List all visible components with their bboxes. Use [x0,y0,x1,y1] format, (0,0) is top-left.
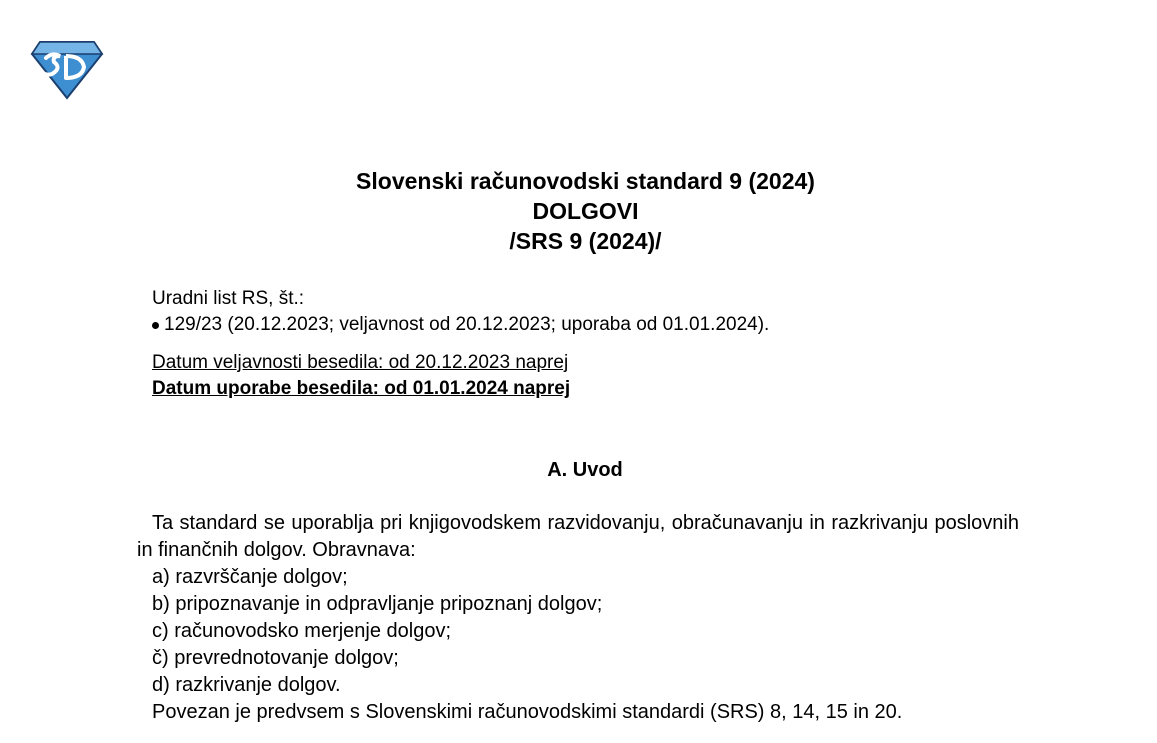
validity-date: Datum veljavnosti besedila: od 20.12.2023 naprej [152,352,569,373]
intro-paragraph: Ta standard se uporablja pri knjigovodskem razvidovanju, obračunavanju in razkrivanju poslovnih in finančnih dolgov. Obravnava: [137,512,1019,561]
related-paragraph: Povezan je predvsem s Slovenskimi računovodskimi standardi (SRS) 8, 14, 15 in 20. [152,701,903,723]
document-title [0,166,1157,256]
title-line-2: DOLGOVI [532,198,639,224]
section-heading: A. Uvod [547,459,623,481]
gazette-entry: 129/23 (20.12.2023; veljavnost od 20.12.2023; uporaba od 01.01.2024). [164,314,770,335]
list-item: d) razkrivanje dolgov. [152,674,341,696]
gazette-entry-item [152,312,769,338]
list-item: č) prevrednotovanje dolgov; [152,647,399,669]
text-dates [152,350,570,402]
list-item: a) razvrščanje dolgov; [152,566,348,588]
list-item: c) računovodsko merjenje dolgov; [152,620,452,642]
title-line-1: Slovenski računovodski standard 9 (2024) [356,168,815,194]
list-item: b) pripoznavanje in odpravljanje pripoznanj dolgov; [152,593,603,615]
sd-diamond-logo-icon [30,40,104,100]
section-body [137,510,1019,726]
title-line-3: /SRS 9 (2024)/ [509,228,662,254]
bullet-icon [152,322,159,329]
gazette-info [152,286,769,338]
application-date: Datum uporabe besedila: od 01.01.2024 naprej [152,378,571,399]
gazette-label: Uradni list RS, št.: [152,288,305,309]
